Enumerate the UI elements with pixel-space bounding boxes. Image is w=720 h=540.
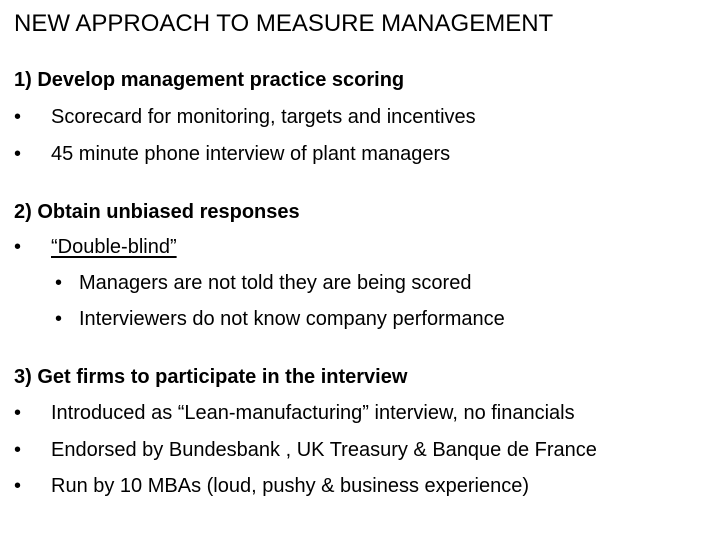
bullet-icon: • — [14, 439, 22, 461]
bullet-icon: • — [14, 402, 22, 424]
sub-bullet-text: Managers are not told they are being scored — [79, 272, 472, 294]
bullet-text: Endorsed by Bundesbank , UK Treasury & Banque de France — [51, 439, 597, 461]
bullet-icon: • — [14, 475, 22, 497]
section-heading-2: 2) Obtain unbiased responses — [14, 201, 300, 223]
bullet-text: Scorecard for monitoring, targets and incentives — [51, 106, 476, 128]
bullet-text: “Double-blind” — [51, 236, 177, 258]
slide-title: NEW APPROACH TO MEASURE MANAGEMENT — [14, 10, 554, 37]
bullet-icon: • — [55, 308, 63, 330]
bullet-text: Run by 10 MBAs (loud, pushy & business experience) — [51, 475, 530, 497]
bullet-text: 45 minute phone interview of plant managers — [51, 143, 451, 165]
bullet-icon: • — [14, 236, 22, 258]
section-heading-1: 1) Develop management practice scoring — [14, 69, 405, 91]
bullet-icon: • — [55, 272, 63, 294]
sub-bullet-text: Interviewers do not know company performance — [79, 308, 505, 330]
bullet-icon: • — [14, 106, 22, 128]
bullet-text: Introduced as “Lean-manufacturing” interview, no financials — [51, 402, 575, 424]
bullet-icon: • — [14, 143, 22, 165]
section-heading-3: 3) Get firms to participate in the interview — [14, 366, 408, 388]
